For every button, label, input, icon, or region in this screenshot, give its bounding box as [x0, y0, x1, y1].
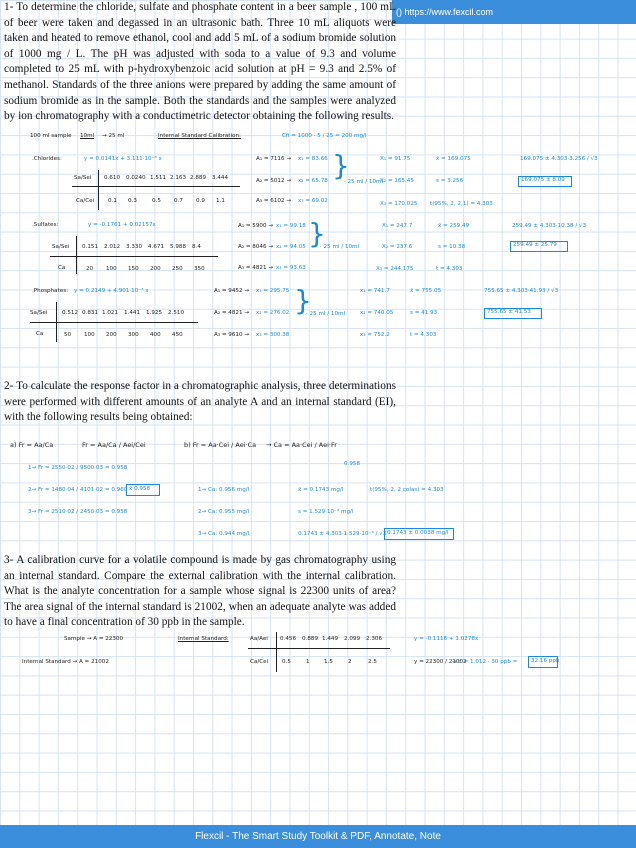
chlorides-a3: A₃ = 6102 → — [256, 198, 292, 204]
chlorides-x2: x₂ = 65.78 — [298, 178, 328, 184]
chlorides-x3: x₃ = 69.02 — [298, 198, 328, 204]
q2-result: 0.1743 ± 0.0038 mg/l — [387, 530, 449, 536]
chlorides-table-vline — [98, 170, 99, 210]
sulfates-table-vline — [76, 236, 77, 274]
phosphates-mean: x̄ = 755.05 — [410, 288, 442, 294]
chlorides-row1-v2: 1.511 — [150, 175, 167, 181]
sulfates-x3: x₃ = 93.63 — [276, 265, 306, 271]
q2-ca1: 1→ Ca: 0.956 mg/l — [198, 487, 250, 493]
chlorides-brace: } — [332, 149, 350, 182]
note-intro-mid: 10ml — [80, 133, 95, 139]
phosphates-label: .Phosphates: — [32, 288, 68, 294]
phosphates-ci-result: 755.65 ± 41.53 — [487, 309, 531, 315]
q3-sample: Sample → A = 22300 — [64, 636, 124, 642]
chlorides-ci-result: 169.075 ± 8.09 — [521, 177, 565, 183]
chlorides-equation: y = 0.0141x + 3.111·10⁻³ x — [84, 156, 162, 162]
phosphates-a3: A₃ = 9610 → — [214, 332, 250, 338]
q3-row2-v1: 1 — [306, 659, 310, 665]
chlorides-row1-v4: 2.889 — [190, 175, 207, 181]
q3-row1-v0: 0.456 — [280, 636, 297, 642]
q3-row1-v2: 1.449 — [322, 636, 339, 642]
q3-result: 32.16 ppb — [531, 658, 560, 664]
sulfates-x1: x₁ = 99.18 — [276, 223, 306, 229]
q3-row1-v3: 2.099 — [344, 636, 361, 642]
sulfates-label: .Sulfates: — [32, 222, 59, 228]
chlorides-row2-head: Ca/Cei — [76, 198, 95, 204]
sulfates-brace: } — [308, 217, 326, 250]
question-3 — [4, 553, 396, 631]
q3-arrow: → x = 1.012 · 30 ppb = — [452, 659, 518, 665]
q3-calc: y = 22300 / 21002 — [414, 659, 467, 665]
sulfates-row1-v3: 4.671 — [148, 244, 165, 250]
chlorides-row1-v1: 0.0240 — [126, 175, 146, 181]
question-1-text: 1- To determine the chloride, sulfate and phosphate content in a beer sample , 100 mL of beer were taken and degassed in an ultrasonic bath. Three 10 mL aliquots were taken and heated to remove ethanol, cool and add 5 mL of a sodium bromide solution of 1000 mg / L. The pH was adjusted with soda to a value of 9.3 and volume completed to 25 mL with p-hydroxybenzoic acid solution at pH = 9.3 and 2.5% of methanol. Standards of the three anions were prepared by adding the same amount of sodium bromide as in the sample. Both the standards and the samples were analyzed by ion chromatography with a conductimetric detector obtaining the following results. — [4, 1, 396, 123]
phosphates-equation: y = 0.2149 + 4.901·10⁻³ x — [74, 288, 149, 294]
chlorides-a1: A₁ = 7116 → — [256, 156, 292, 162]
q2-row3: 3→ Fr = 2510·02 / 2450·03 = 0.958 — [28, 509, 128, 515]
chlorides-row2-v0: 0.1 — [108, 198, 117, 204]
phosphates-X2: x₂ = 740.05 — [360, 310, 394, 316]
phosphates-row2-v2: 200 — [106, 332, 117, 338]
q3-row2-head: Ca/Cei — [250, 659, 269, 665]
chlorides-row1-v3: 2.163 — [170, 175, 187, 181]
phosphates-row2-v3: 300 — [128, 332, 139, 338]
phosphates-factor: · 25 ml / 10ml — [306, 311, 346, 317]
sulfates-x2: x₂ = 94.05 — [276, 244, 306, 250]
sulfates-row1-v4: 5.988 — [170, 244, 187, 250]
sulfates-row2-v1: 100 — [106, 266, 117, 272]
note-intro-left: 100 ml sample — [30, 133, 72, 139]
sulfates-ci-box — [510, 241, 568, 252]
phosphates-x1: x₁ = 295.75 — [256, 288, 290, 294]
sulfates-row1-v2: 3.330 — [126, 244, 143, 250]
chlorides-row2-v5: 1.1 — [216, 198, 225, 204]
sulfates-a1: A₁ = 5900 → — [238, 223, 274, 229]
phosphates-row1-v0: 0.512 — [62, 310, 79, 316]
q3-title: Internal Standard: — [178, 636, 229, 642]
chlorides-mean: x̄ = 169.075 — [436, 156, 471, 162]
sulfates-ci: 259.49 ± 4.303·10.38 / √3 — [512, 223, 587, 229]
phosphates-row1-v2: 1.021 — [102, 310, 119, 316]
phosphates-row1-head: Sa/Sei — [30, 310, 48, 316]
chlorides-sd: s = 3.256 — [436, 178, 464, 184]
question-2-text: 2- To calculate the response factor in a chromatographic analysis, three determinations were performed with different amounts of an analyte A and an internal standard (EI), with the following results being obtained: — [4, 380, 396, 424]
chlorides-ci-box — [518, 176, 572, 187]
q2-b-arrow: → Ca = Aa·Cei / Aei·Fr — [266, 441, 337, 449]
q2-mean: x̄ 0.958 — [129, 486, 151, 492]
sulfates-row2-head: Ca — [58, 265, 66, 271]
q3-row1-head: Aa/Aei — [250, 636, 268, 642]
chlorides-row1-head: Sa/Sei — [74, 175, 92, 181]
chlorides-X1: X₁ = 91.75 — [380, 156, 411, 162]
question-2 — [4, 379, 396, 426]
question-1 — [4, 0, 396, 125]
chlorides-label: .Chlorides: — [32, 156, 62, 162]
sulfates-row2-v4: 250 — [172, 266, 183, 272]
url-bar[interactable] — [392, 0, 636, 24]
sulfates-mean: x̄ = 259.49 — [438, 223, 470, 229]
chlorides-row2-v1: 0.3 — [128, 198, 137, 204]
phosphates-ci: 755.65 ± 4.303·41.93 / √3 — [484, 288, 559, 294]
q3-table-vline — [276, 632, 277, 672]
q2-a-label: a) Fr = Aa/Ca — [10, 441, 54, 449]
phosphates-a2: A₂ = 4821 → — [214, 310, 250, 316]
q2-b-label: b) Fr = Aa·Cei / Aei·Ca — [184, 441, 257, 449]
q3-table-hline — [248, 648, 390, 649]
phosphates-row1-v4: 1.925 — [146, 310, 163, 316]
q2-row1: 1→ Fr = 2550·02 / 9500·03 = 0.958 — [28, 465, 128, 471]
phosphates-x3: x₃ = 300.38 — [256, 332, 290, 338]
phosphates-ci-box — [484, 308, 542, 319]
q2-ci-b: 0.1743 ± 4.303·1.529·10⁻³ / √3 — [298, 531, 387, 537]
phosphates-sd: s = 41.93 — [410, 310, 438, 316]
phosphates-row1-v1: 0.831 — [82, 310, 99, 316]
sulfates-row1-v1: 2.012 — [104, 244, 121, 250]
q2-mean-box — [126, 484, 160, 496]
phosphates-row1-v3: 1.441 — [124, 310, 141, 316]
phosphates-t: t = 4.303 — [410, 332, 437, 338]
phosphates-row2-v5: 450 — [172, 332, 183, 338]
sulfates-row2-v5: 350 — [194, 266, 205, 272]
sulfates-row2-v0: 20 — [86, 266, 94, 272]
note-intro-formula: Cfi = 1000 · 5 / 25 = 200 mg/l — [282, 133, 367, 139]
q2-mean-b: x̄ = 0.1743 mg/l — [298, 487, 344, 493]
sulfates-ci-result: 259.49 ± 25.79 — [513, 242, 557, 248]
chlorides-ci: 169.075 ± 4.303·3.256 / √3 — [520, 156, 598, 162]
q2-ca3: 3→ Ca: 0.944 mg/l — [198, 531, 250, 537]
q3-ist: Internal Standard → A = 21002 — [22, 659, 109, 665]
footer-text: Flexcil - The Smart Study Toolkit & PDF, Annotate, Note — [195, 831, 441, 842]
q2-result-box — [384, 528, 454, 540]
q2-b-val: 0.958 — [344, 461, 361, 467]
sulfates-row2-v2: 150 — [128, 266, 139, 272]
phosphates-row2-head: Ca — [36, 331, 44, 337]
chlorides-row2-v4: 0.9 — [196, 198, 205, 204]
chlorides-row1-v0: 0.610 — [104, 175, 121, 181]
url-text: () https://www.fexcil.com — [396, 7, 494, 17]
sulfates-sd: s = 10.38 — [438, 244, 466, 250]
phosphates-row2-v4: 400 — [150, 332, 161, 338]
sulfates-t: t = 4.303 — [436, 266, 463, 272]
q3-row2-v3: 2 — [348, 659, 352, 665]
chlorides-row1-v5: 3.444 — [212, 175, 229, 181]
q3-equation: y = -0.1116 + 1.0278x — [414, 636, 479, 642]
q3-row2-v2: 1.5 — [324, 659, 333, 665]
sulfates-a3: A₃ = 4821 → — [238, 265, 274, 271]
phosphates-a1: A₁ = 9452 → — [214, 288, 250, 294]
phosphates-row1-v5: 2.510 — [168, 310, 185, 316]
sulfates-factor: · 25 ml / 10ml — [320, 244, 360, 250]
sulfates-X2: X₂ = 237.6 — [382, 244, 413, 250]
phosphates-X1: x₁ = 741.7 — [360, 288, 390, 294]
app-footer — [0, 825, 636, 848]
note-intro-arrow: → 25 ml — [102, 133, 125, 139]
chlorides-factor: · 25 ml / 10ml — [344, 179, 384, 185]
q2-ca2: 2→ Ca: 0.955 mg/l — [198, 509, 250, 515]
chlorides-row2-v3: 0.7 — [174, 198, 183, 204]
phosphates-brace: } — [294, 284, 312, 317]
phosphates-X3: x₃ = 752.2 — [360, 332, 390, 338]
chlorides-row2-v2: 0.5 — [152, 198, 161, 204]
phosphates-row2-v0: 50 — [64, 332, 72, 338]
phosphates-x2: x₂ = 276.02 — [256, 310, 290, 316]
question-3-text: 3- A calibration curve for a volatile compound is made by gas chromatography using an internal standard. Compare the external calibration with the internal calibration. What is the analyte concentration for a sample whose signal is 22300 units of area? The area signal of the internal standard is 21002, when an adequate analyte was added to have a final concentration of 30 ppb in the sample. — [4, 554, 396, 629]
q3-row1-v1: 0.889 — [302, 636, 319, 642]
q2-t-label: t(95%, 2, 2 colas) = 4.303 — [370, 487, 444, 493]
q3-row2-v4: 2.5 — [368, 659, 377, 665]
sulfates-row1-v0: 0.151 — [82, 244, 99, 250]
q3-result-box — [528, 656, 558, 668]
q3-row1-v4: 2.306 — [366, 636, 383, 642]
note-intro-title: Internal Standard Calibration: — [158, 133, 241, 139]
sulfates-X1: X₁ = 247.7 — [382, 223, 413, 229]
sulfates-equation: y = -0.1761 + 0.02157x — [88, 222, 156, 228]
sulfates-row1-head: Sa/Sei — [52, 244, 70, 250]
chlorides-t: t(95%, 2, 2,1) = 4.303 — [430, 201, 493, 207]
sulfates-X3: X₃ = 244.175 — [376, 266, 414, 272]
sulfates-row2-v3: 200 — [150, 266, 161, 272]
phosphates-row2-v1: 100 — [84, 332, 95, 338]
sulfates-row1-v5: 8.4 — [192, 244, 201, 250]
chlorides-a2: A₂ = 5012 → — [256, 178, 292, 184]
q3-row2-v0: 0.5 — [282, 659, 291, 665]
q2-a-def: Fr = Aa/Ca / Aei/Cei — [82, 441, 146, 449]
phosphates-table-vline — [56, 302, 57, 342]
chlorides-x1: x₁ = 83.66 — [298, 156, 328, 162]
q2-row2: 2→ Fr = 1480·04 / 4101·02 = 0.960 — [28, 487, 128, 493]
chlorides-X3: X₃ = 170.025 — [380, 201, 418, 207]
sulfates-a2: A₂ = 8046 → — [238, 244, 274, 250]
q2-sd-b: s = 1.529·10⁻³ mg/l — [298, 509, 354, 515]
chlorides-X2: X₂ = 165.45 — [380, 178, 414, 184]
